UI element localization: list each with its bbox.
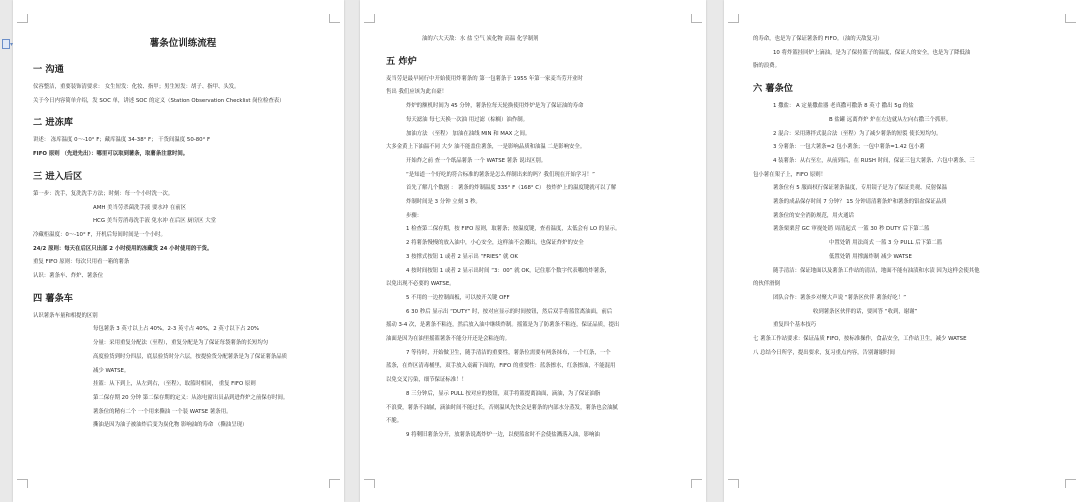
body-line: B 盐罐 远离炸炉 炉在左边就从左向右撒三个抓形。 <box>829 116 952 123</box>
document-page-3 <box>724 0 1080 502</box>
body-line: 炸炉的额机时间为 45 分钟，薯条位每天轮换使用炸炉是为了保证油的寿命 <box>406 103 584 110</box>
body-line: 不浪费，薯条不油腻，滴油时间不能过长，否则温风先快会是薯条的内部水分蒸发，薯条也会油腻 <box>386 404 618 411</box>
crop-mark-top-left <box>17 14 28 23</box>
body-line: 每天滤油 每七天换一次油 用过滤（棕榈）油作制。 <box>406 116 529 123</box>
body-line: HCG 美当劳消毒洗手液 免水冲 在后区 厨房区 大堂 <box>93 218 216 225</box>
body-line: 首先了解几个数据 ： 薯条的炸制温度 335° F（168° C） 按炸炉上的温度键就可以了解 <box>406 185 617 192</box>
body-line: 4 按时间按钮 1 或者 2 显示出时间 “3：00” 就 OK，记住那个数字代表哪的炸薯条， <box>406 267 610 274</box>
body-line: 10 将炸篮挂回炉上滴油，是为了保持篮子的温度，保证人的安全，也是为了降低油 <box>773 49 971 56</box>
body-line: 包小薯在架子上，FIFO 原则！ <box>753 171 827 178</box>
document-page-1 <box>13 0 344 502</box>
body-line: 认识薯条车量和相提的区别 <box>33 312 98 319</box>
body-line: 的伙伴滑倒 <box>753 281 780 288</box>
crop-mark-bottom-right <box>1065 479 1076 488</box>
document-page-2 <box>360 0 706 502</box>
body-line: 以免交叉污染，细节保证标准！！ <box>386 377 467 384</box>
crop-mark-top-right <box>691 14 702 23</box>
body-line: 认识：薯条车、炸炉、薯条位 <box>33 273 104 280</box>
page-2-content <box>386 33 698 443</box>
body-line: 挂篮：从下到上，从左到右，（至程），取篮时相同， 重复 FIFO 原则 <box>93 381 256 388</box>
body-line: FIFO 原则 （先进先出）：哪里可以取到薯条，取薯条注意时间。 <box>33 151 189 158</box>
section-heading: 二 进冻库 <box>33 117 73 129</box>
body-line: 步骤： <box>406 212 423 219</box>
body-line: 中置处销 用法商式 一篮 3 分 PULL 后下第二篮 <box>829 240 943 247</box>
section-heading: 五 炸炉 <box>386 55 417 67</box>
body-line: 第一步：洗手，复洗洗手方法；时刻：每一个小时洗一次。 <box>33 190 174 197</box>
body-line: 仪容整洁，重要装饰清要求： 女生短发：化妆、指甲；男生短发：胡子、指甲、头发。 <box>33 84 240 90</box>
body-line: 每包薯条 3 英寸以上占 40%，2-3 英寸占 40%，2 英寸以下占 20% <box>93 326 260 333</box>
crop-mark-bottom-left <box>17 479 28 488</box>
body-line: 团队合作：薯条乡对聚大声说 “薯条区伙伴 薯条好吃！” <box>773 294 906 301</box>
section-heading: 四 薯条车 <box>33 292 73 304</box>
body-line: 八 总结今日所学，提出要求，复习重点内容，告别谢谢时间 <box>753 349 895 356</box>
body-line: 讲述： 冻库温度 0～-10° F；藏库温度 34-38° F； 干货间温度 50-80° F <box>33 137 211 144</box>
body-line: 8 三分钟后，显示 PULL 按对应的按钮，双手将篮提离油面，滴油，为了保证油脂 <box>406 390 601 397</box>
body-line: 大多金黄上下油温不同 大少 油不能盖住薯条，一是影响品质和油温 二是影响安全。 <box>386 144 586 151</box>
body-line: 3 分薯条：一包大薯条=2 包小薯条；一包中薯条=1.42 包小薯 <box>773 144 925 151</box>
body-line: 第二保存期 20 分钟 第二保存期的定义：从冻电窗出员品到进炸炉之前保存时间。 <box>93 394 289 401</box>
body-line: “是知道一个好吃的符合标准的薯条是怎么样制出来的吗？我们现在开始学习！” <box>406 171 595 178</box>
body-line: 薯条栗栗营 GC 审视处销 周清起式 一篮 30 秒 DUTY 后下第二篮 <box>773 226 930 233</box>
body-line: 低置处销 用撑露炸制 减少 WATSE <box>829 253 912 260</box>
body-line: 开始炸之前 查一个纸品薯条 一个 WATSE 薯条 说出区别。 <box>406 157 547 164</box>
body-line: 2 将薯条慢慢的放入油中，小心安全，这样油不会溅出，也保证炸炉的安全 <box>406 240 584 247</box>
body-line: 1 检查第二保存期，按 FIFO 原则，取薯条；按温度键，查看温度，太低会有 LO 的显示。 <box>406 226 621 233</box>
document-icon[interactable]: ▾ <box>2 39 12 49</box>
body-line: 6 30 秒后 显示出 “DUTY” 时，按对应显示的时间按钮，然后双手将篮筐离油面，前后 <box>406 308 613 315</box>
body-line: 售出 我们应该为此自豪！ <box>386 89 448 96</box>
page-3-content <box>753 33 1066 360</box>
body-line: 不脆。 <box>386 418 403 425</box>
body-line: 炸制时间是 3 分钟 立刻 3 秒。 <box>406 199 481 206</box>
body-line: 2 混合：采用薄拌式混合法（至程）为了减少薯条的短裂 使长短均匀。 <box>773 130 942 137</box>
crop-mark-bottom-right <box>691 479 702 488</box>
body-line: 撕油是因为油子被油炸后变为炭化物 影响油的寿命 （撕油呈现） <box>93 422 248 429</box>
crop-mark-top-left <box>728 14 739 23</box>
body-line: 薯条位的精有二个 一个用来撕油 一个装 WATSE 薯条用。 <box>93 408 232 415</box>
body-line: 高度验货到时分四层，底层验货时分六层，按提验货分配薯条是为了保证薯条品质 <box>93 353 288 360</box>
crop-mark-top-right <box>1065 14 1076 23</box>
body-line: 分量：采用重复分配法（至程），重复分配是为了保证每袋薯条的长短均匀 <box>93 340 269 347</box>
body-line: 薯条位有 5 服面权行保证薯条温度，专用镜子是为了保证美观、反射保温 <box>773 185 947 192</box>
body-line: 24/2 原则：每天在后区只出部 2 小时使用的冻藏货 24 小时使用的干货。 <box>33 245 213 252</box>
body-line: 油面是因为在油里摇篮薯条不能分开还是会粘连的。 <box>386 336 510 343</box>
body-line: 收到薯条区伙伴的话，要回答 “收到，谢谢” <box>813 308 918 315</box>
body-line: 4 装薯条：从右至左，从前到后，在 RUSH 时间，保证三包大薯条、六包中薯条、三 <box>773 157 975 164</box>
body-line: 麦当劳是最早同行中开始使用炸薯条的 第一包薯条于 1955 年第一家麦当劳开业时 <box>386 75 583 82</box>
crop-mark-top-left <box>364 14 375 23</box>
body-line: 重复四个基本技巧 <box>773 322 817 329</box>
section-heading: 六 薯条位 <box>753 83 793 95</box>
document-title: 薯条位训练流程 <box>149 38 217 49</box>
body-line: AMH 美当劳杀菌洗手液 要水冲 在前区 <box>93 204 187 211</box>
body-line: 以免出现不必要的 WATSE。 <box>386 281 455 288</box>
body-line: 蓝条，在炸区清毒桶里，双手放入桌霸下面的，FIFO 的重要性：蓝条擦水，红条擦油，不能混用 <box>386 363 616 370</box>
body-line: 3 按撑式按钮 1 或者 2 显示出 “FRIES” 就 OK <box>406 253 518 260</box>
section-heading: 一 沟通 <box>33 64 64 75</box>
body-line: 冷藏柜温度：0～-10° F，开机后每间时间是一个小时。 <box>33 231 166 238</box>
body-line: 薯条的成品保存时间 7 分钟？ 15 分钟请清薯条炉和薯条的铝盆保证品质 <box>773 199 947 206</box>
oil-enemies-line: 油的六大天敌：水 盐 空气 炭化物 高温 化学制剂 <box>422 36 539 42</box>
body-line: 5 不用的一边控制面板，可以按开关键 OFF <box>406 294 510 301</box>
page-1-content <box>33 33 333 433</box>
body-line: 七 薯条工作站要求：保证品质 FIFO，按标准操作，食品安全，工作站卫生，减少 WATSE <box>753 336 967 343</box>
crop-mark-bottom-left <box>364 479 375 488</box>
body-line: 9 将剩旧薯条分开，放薯条说离炸炉一边，以便篮盆时不会使盐溅落入油，影响油 <box>406 431 600 438</box>
body-line: 加油方法 （至程） 加油在油线 MIN 和 MAX 之间。 <box>406 130 531 137</box>
crop-mark-bottom-right <box>329 479 340 488</box>
body-line: 随手清洁：保证地面以及薯条工作站的清洁，地面不能有油渍和水渍 因为这样会使其他 <box>773 267 980 274</box>
section-heading: 三 进入后区 <box>33 170 83 182</box>
body-line: 关于今日内容简单介绍，发 SOC 单，讲述 SOC 的定义（Station Observation Checklist 岗位检查表） <box>33 97 285 104</box>
body-line: 重复 FIFO 原则：每次只用看一箱的薯条 <box>33 259 130 266</box>
body-line: 1 撒盐： A 定量撒盐器 老真撒可撒条 8 英寸 撒出 5g 的盐 <box>773 103 914 110</box>
crop-mark-bottom-left <box>728 479 739 488</box>
crop-mark-top-right <box>329 14 340 23</box>
body-line: 薯条位的安全消防规范，用火通话 <box>773 212 854 219</box>
body-line: 摇动 3-4 次，是薯条不粘连，然后放入油中继续炸制。摇篮是为了防薯条不粘连，保证品质，提出 <box>386 322 620 329</box>
body-line: 脂的浪费。 <box>753 63 780 70</box>
body-line: 7 等待时，开始做卫生，随手清洁的重要性，薯条位需要有两条抹布，一个红条，一个 <box>406 349 611 356</box>
body-line: 的寿命，也是为了保证薯条的 FIFO。（油的天敌复习） <box>753 36 883 42</box>
body-line: 减少 WATSE。 <box>93 367 130 374</box>
